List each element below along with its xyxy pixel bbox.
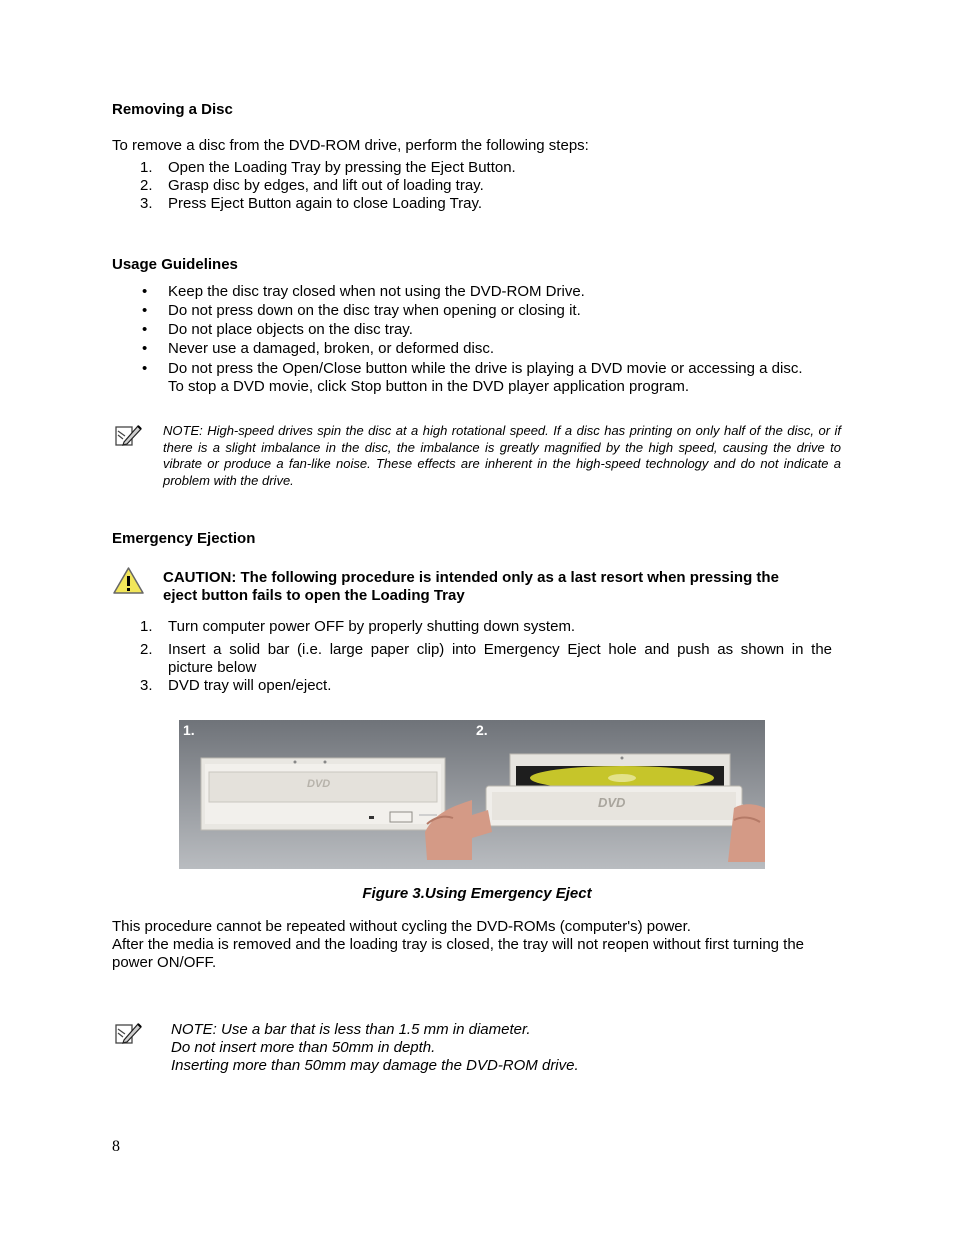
list-number: 3.	[140, 195, 153, 212]
list-item: Never use a damaged, broken, or deformed disc.	[168, 340, 495, 357]
bullet-icon: •	[142, 340, 148, 357]
note-bar-diameter: NOTE: Use a bar that is less than 1.5 mm in diameter.	[171, 1021, 531, 1038]
figure-panel-open-tray	[472, 720, 765, 869]
bullet-icon: •	[142, 360, 148, 377]
bullet-icon: •	[142, 283, 148, 300]
note-pencil-icon	[113, 1020, 143, 1048]
heading-usage-guidelines: Usage Guidelines	[112, 256, 238, 273]
list-item: Turn computer power OFF by properly shutting down system.	[168, 618, 576, 635]
removing-intro: To remove a disc from the DVD-ROM drive, perform the following steps:	[112, 137, 589, 154]
caution-line-1: CAUTION: The following procedure is intended only as a last resort when pressing the	[163, 569, 779, 586]
list-item-continuation: To stop a DVD movie, click Stop button in the DVD player application program.	[168, 378, 690, 395]
note-pencil-icon	[113, 422, 143, 450]
panel-label-1: 1.	[183, 722, 195, 738]
note-damage-warning: Inserting more than 50mm may damage the DVD-ROM drive.	[171, 1057, 579, 1074]
note-high-speed: NOTE: High-speed drives spin the disc at a high rotational speed. If a disc has printing on only half of the disc, or if there is a slight imbalance in the disc, the imbalance is greatly magnified by the high speed, causing the drive to vibrate or produce a fan-like noise. These effects are inherent in the high-speed technology and do not indicate a problem with the drive.	[163, 423, 841, 488]
list-item: Keep the disc tray closed when not using the DVD-ROM Drive.	[168, 283, 585, 300]
panel-label-2: 2.	[476, 722, 488, 738]
caution-line-2: eject button fails to open the Loading Tray	[163, 587, 465, 604]
list-number: 1.	[140, 159, 153, 176]
list-item: Press Eject Button again to close Loading Tray.	[168, 195, 483, 212]
figure-panel-closed-drive	[179, 720, 472, 869]
figure-emergency-eject	[179, 720, 765, 869]
list-item: DVD tray will open/eject.	[168, 677, 332, 694]
list-number: 1.	[140, 618, 153, 635]
list-number: 3.	[140, 677, 153, 694]
note-insert-depth: Do not insert more than 50mm in depth.	[171, 1039, 436, 1056]
page-number: 8	[112, 1138, 120, 1155]
drive-logo-2: DVD	[598, 795, 626, 810]
list-item: Do not press down on the disc tray when opening or closing it.	[168, 302, 581, 319]
bullet-icon: •	[142, 302, 148, 319]
heading-emergency-ejection: Emergency Ejection	[112, 530, 256, 547]
list-item: Do not place objects on the disc tray.	[168, 321, 413, 338]
list-item: Grasp disc by edges, and lift out of loading tray.	[168, 177, 484, 194]
paragraph-line-2: After the media is removed and the loading tray is closed, the tray will not reopen without first turning the	[112, 936, 805, 953]
list-item: Do not press the Open/Close button while the drive is playing a DVD movie or accessing a disc.	[168, 360, 803, 377]
list-item: Open the Loading Tray by pressing the Eject Button.	[168, 159, 516, 176]
bullet-icon: •	[142, 321, 148, 338]
paragraph-line-1: This procedure cannot be repeated without cycling the DVD-ROMs (computer's) power.	[112, 918, 691, 935]
heading-removing-disc: Removing a Disc	[112, 101, 233, 118]
figure-caption: Figure 3.Using Emergency Eject	[362, 885, 592, 902]
list-item-continuation: picture below	[168, 659, 257, 676]
warning-triangle-icon	[112, 566, 145, 595]
list-number: 2.	[140, 641, 153, 658]
list-number: 2.	[140, 177, 153, 194]
paragraph-line-3: power ON/OFF.	[112, 954, 217, 971]
list-item: Insert a solid bar (i.e. large paper clip) into Emergency Eject hole and push as shown in the	[168, 641, 832, 658]
drive-logo-1: DVD	[307, 778, 331, 790]
